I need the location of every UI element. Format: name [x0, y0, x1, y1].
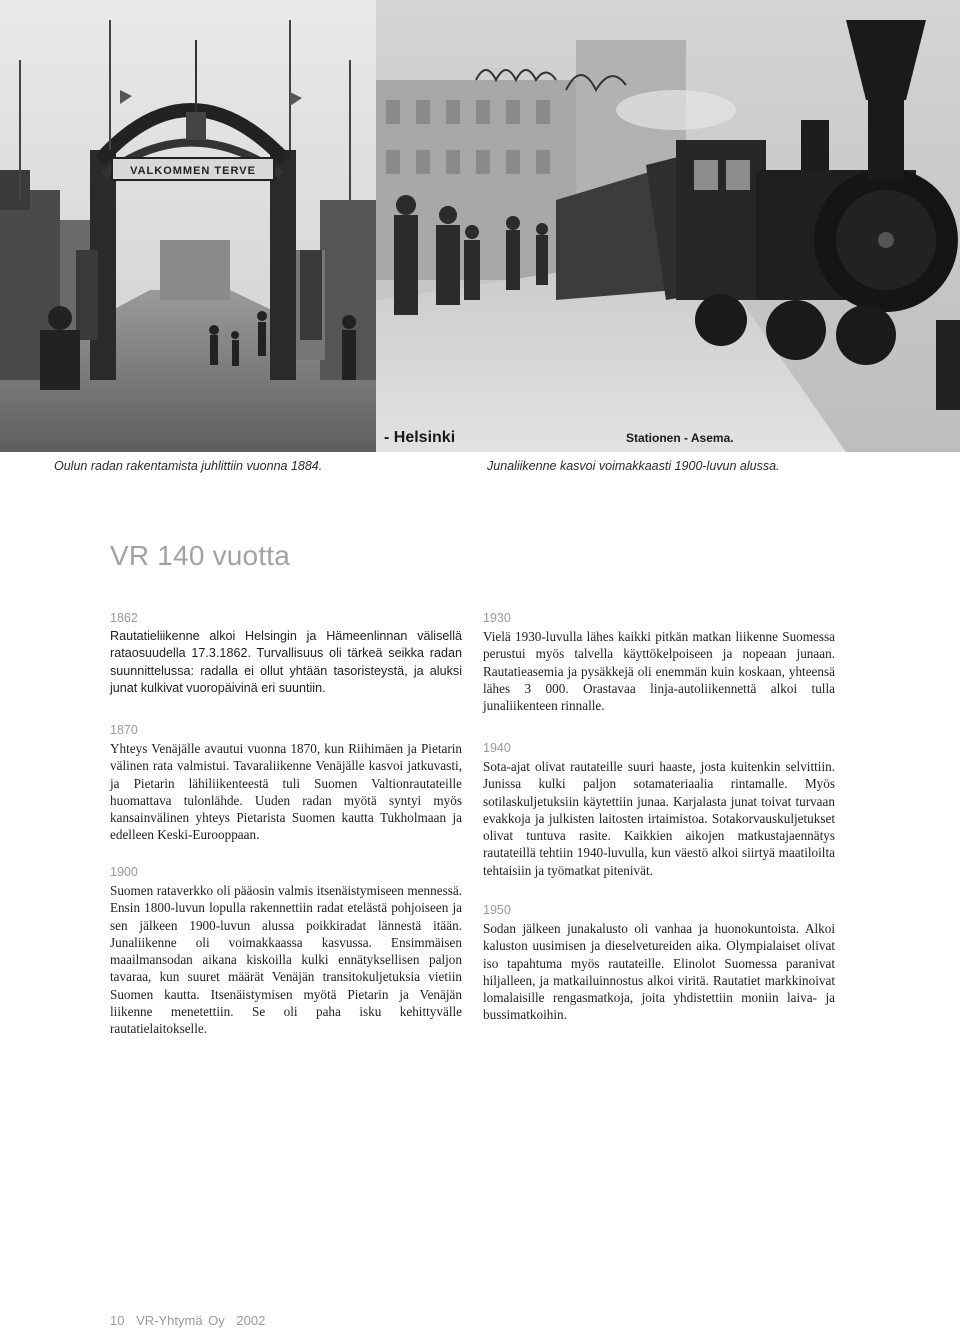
section-text: Sota-ajat olivat rautateille suuri haaste, josta kuitenkin selvittiin. Junissa kulki paljon sotamateriaalia rintamalle. Myös sotilaskuljetuksiin käytettiin junaa. Karjalasta junat toivat turvaan evakkoja ja julkisten laitosten irtaimistoa. Sotakorvauskuljetukset olivat tuntuva rasite. Kaikkien aikojen matkustajaennätys rautateillä tehtiin 1940-luvulla, kun väestö alkoi siirtyä maatiloilta tehtaisiin ja työmatkat pitenivät. — [483, 759, 835, 878]
section-1900 — [110, 864, 462, 1038]
footer-year: 2002 — [236, 1313, 266, 1328]
section-year: 1900 — [110, 865, 138, 879]
section-1870 — [110, 722, 462, 844]
postcard-city-text: - Helsinki — [384, 429, 456, 446]
page-number: 10 — [110, 1313, 125, 1328]
section-text: Rautatieliikenne alkoi Helsingin ja Hämeenlinnan välisellä rataosuudella 17.3.1862. Turvallisuus oli tärkeä seikka radan suunnittelussa: radalla ei ollut yhtään tasoristeystä, ja aluksi junat kulkivat vuoropäivinä eri suuntiin. — [110, 629, 462, 695]
section-year: 1930 — [483, 611, 511, 625]
page-title: VR 140 vuotta — [110, 540, 291, 571]
section-text: Vielä 1930-luvulla lähes kaikki pitkän matkan liikenne Suomessa perustui myös talvella käyttökelpoiseen ja nopeaan junaan. Rautatieasemia ja pysäkkejä oli enemmän kuin koskaan, yhteensä lähes 3 000. Orastavaa linja-autoliikennettä alkoi tulla junaliikenteen rinnalle. — [483, 629, 835, 714]
section-year: 1862 — [110, 611, 138, 625]
section-1930 — [483, 610, 835, 714]
section-1862 — [110, 610, 462, 697]
postcard-stamp-text: Stationen - Asema. — [626, 431, 734, 445]
section-text: Yhteys Venäjälle avautui vuonna 1870, kun Riihimäen ja Pietarin välinen rata valmistui. Tavaraliikenne Venäjälle kasvoi jatkuvasti, ja Pietarin lähiliikenteestä tuli Suomen Valtionrautateille huomattava tulonlähde. Uuden radan myötä syntyi myös kansainvälinen yhteys Pietarista Suomen kautta Tukholmaan ja edelleen Keski-Eurooppaan. — [110, 741, 462, 843]
caption-right-photo: Junaliikenne kasvoi voimakkaasti 1900-luvun alussa. — [487, 459, 780, 473]
footer-company: VR-Yhtymä Oy — [136, 1313, 225, 1328]
page-footer — [110, 1313, 271, 1328]
caption-left-photo: Oulun radan rakentamista juhlittiin vuonna 1884. — [54, 459, 323, 473]
section-1940 — [483, 740, 835, 879]
section-1950 — [483, 902, 835, 1024]
section-year: 1870 — [110, 723, 138, 737]
photo-decorated-arch — [0, 0, 376, 452]
section-text: Suomen rataverkko oli pääosin valmis itsenäistymiseen mennessä. Ensin 1800-luvun lopulla rakennettiin radat etelästä pohjoiseen ja sen jälkeen 1900-luvun alussa poikkiradat lännestä itään. Junaliikenne oli voimakkaassa kasvussa. Ensimmäisen maailmansodan aikana kiskoilla kulki ennätyksellisen paljon tavaraa, kun suuret määrät Venäjän transitokuljetuksia vietiin Suomen kautta. Itsenäistymisen myötä Pietarin ja Venäjän liikenne menetettiin. Se oli paha isku kehittyvälle rautatielaitokselle. — [110, 883, 462, 1037]
section-text: Sodan jälkeen junakalusto oli vanhaa ja huonokuntoista. Alkoi kaluston uusimisen ja dieselvetureiden aika. Olympialaiset olivat iso tapahtuma myös rautateille. Elinolot Suomessa paranivat hiljalleen, ja matkailuinnostus alkoi viritä. Rautatiet markkinoivat lomalaisille rengasmatkoja, joita yhdistettiin moniin laiva- ja bussimatkoihin. — [483, 921, 835, 1023]
section-year: 1940 — [483, 741, 511, 755]
section-year: 1950 — [483, 903, 511, 917]
arch-sign-text: VALKOMMEN TERVE — [130, 165, 256, 177]
photo-locomotive-station — [376, 0, 960, 452]
